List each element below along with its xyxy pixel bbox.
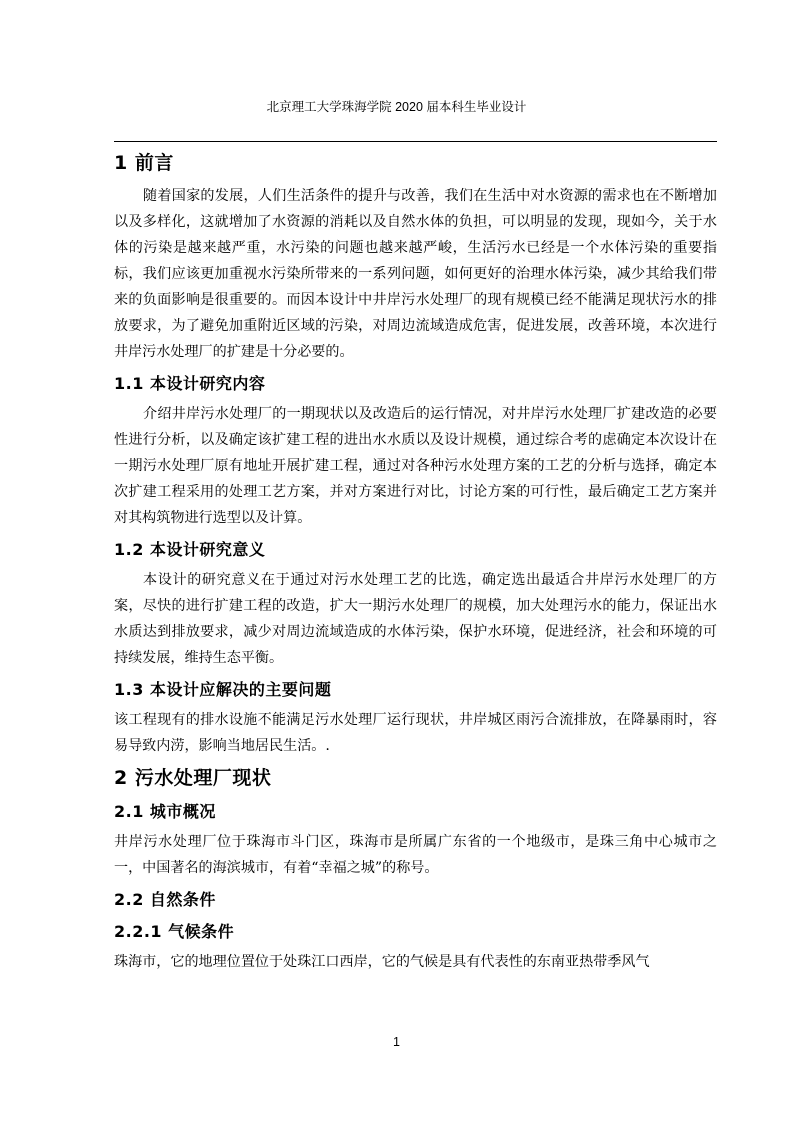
page-header: 北京理工大学珠海学院 2020 届本科生毕业设计 [266,100,527,114]
paragraph-intro: 随着国家的发展，人们生活条件的提升与改善，我们在生活中对水资源的需求也在不断增加以及多样化，这就增加了水资源的消耗以及自然水体的负担，可以明显的发现，现如今，关于水体的污染是越来越严重，水污染的问题也越来越严峻，生活污水已经是一个水体污染的重要指标，我们应该更加重视水污染所带来的一系列问题，如何更好的治理水体污染，减少其给我们带来的负面影响是很重要的。而因本设计中井岸污水处理厂的现有规模已经不能满足现状污水的排放要求，为了避免加重附近区域的污染，对周边流域造成危害，促进发展，改善环境，本次进行井岸污水处理厂的扩建是十分必要的。 [114,188,717,360]
page-number: 1 [393,1035,400,1049]
paragraph-main-problems: 该工程现有的排水设施不能满足污水处理厂运行现状，井岸城区雨污合流排放，在降暴雨时，容易导致内涝，影响当地居民生活。. [114,712,717,754]
heading-section-2-2: 2.2 自然条件 [114,890,216,909]
paragraph-research-content: 介绍井岸污水处理厂的一期现状以及改造后的运行情况，对井岸污水处理厂扩建改造的必要性进行分析，以及确定该扩建工程的进出水水质以及设计规模，通过综合考的虑确定本次设计在一期污水处理厂原有地址开展扩建工程，通过对各种污水处理方案的工艺的分析与选择，确定本次扩建工程采用的处理工艺方案，并对方案进行对比，讨论方案的可行性，最后确定工艺方案并对其构筑物进行选型以及计算。 [114,406,717,526]
paragraph-research-significance: 本设计的研究意义在于通过对污水处理工艺的比选，确定选出最适合井岸污水处理厂的方案，尽快的进行扩建工程的改造，扩大一期污水处理厂的规模，加大处理污水的能力，保证出水水质达到排放要求，减少对周边流域造成的水体污染，保护水环境，促进经济，社会和环境的可持续发展，维持生态平衡。 [114,572,717,666]
paragraph-climate: 珠海市，它的地理位置位于处珠江口西岸，它的气候是具有代表性的东南亚热带季风气 [114,954,650,970]
heading-section-2-1: 2.1 城市概况 [114,802,216,821]
heading-section-1: 1 前言 [114,152,174,174]
paragraph-city-overview: 井岸污水处理厂位于珠海市斗门区，珠海市是所属广东省的一个地级市，是珠三角中心城市之一，中国著名的海滨城市，有着“幸福之城”的称号。 [114,834,717,876]
heading-section-1-3: 1.3 本设计应解决的主要问题 [114,680,332,699]
heading-section-2: 2 污水处理厂现状 [114,767,272,789]
header-rule [114,141,717,142]
heading-section-1-1: 1.1 本设计研究内容 [114,374,266,393]
heading-section-1-2: 1.2 本设计研究意义 [114,540,266,559]
document-body [114,144,717,975]
heading-section-2-2-1: 2.2.1 气候条件 [114,922,235,941]
